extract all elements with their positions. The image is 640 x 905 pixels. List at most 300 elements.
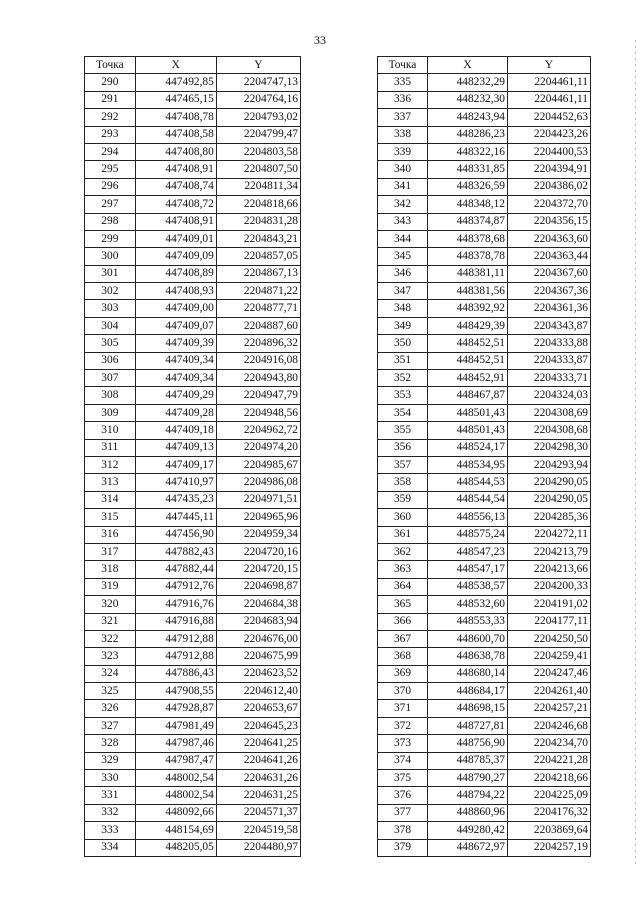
point-number-cell: 364 <box>378 578 428 595</box>
point-number-cell: 351 <box>378 352 428 369</box>
point-number-cell: 305 <box>85 335 136 352</box>
point-number-cell: 346 <box>378 265 428 282</box>
x-coordinate-cell: 448672,97 <box>428 839 508 856</box>
y-coordinate-cell: 2204896,32 <box>216 335 300 352</box>
table-row <box>378 335 591 352</box>
point-number-cell: 350 <box>378 335 428 352</box>
x-coordinate-cell: 448544,53 <box>428 474 508 491</box>
x-coordinate-cell: 447882,44 <box>135 561 216 578</box>
x-coordinate-cell: 447408,74 <box>135 178 216 195</box>
x-coordinate-cell: 448002,54 <box>135 770 216 787</box>
y-coordinate-cell: 2204363,60 <box>508 230 591 247</box>
point-number-cell: 291 <box>85 91 136 108</box>
y-coordinate-cell: 2204333,87 <box>508 352 591 369</box>
y-coordinate-cell: 2204213,66 <box>508 561 591 578</box>
y-coordinate-cell: 2204218,66 <box>508 770 591 787</box>
x-coordinate-cell: 448794,22 <box>428 787 508 804</box>
table-row <box>85 839 301 856</box>
point-number-cell: 322 <box>85 630 136 647</box>
table-row <box>85 387 301 404</box>
x-coordinate-cell: 447409,01 <box>135 230 216 247</box>
y-coordinate-cell: 2204363,44 <box>508 248 591 265</box>
y-coordinate-cell: 2204452,63 <box>508 109 591 126</box>
table-row <box>378 74 591 91</box>
point-number-cell: 374 <box>378 752 428 769</box>
x-coordinate-cell: 448392,92 <box>428 300 508 317</box>
x-coordinate-cell: 447408,93 <box>135 283 216 300</box>
table-row <box>85 613 301 630</box>
x-coordinate-cell: 447409,13 <box>135 439 216 456</box>
point-number-cell: 335 <box>378 74 428 91</box>
y-coordinate-cell: 2204290,05 <box>508 474 591 491</box>
point-number-cell: 304 <box>85 317 136 334</box>
table-row <box>378 213 591 230</box>
y-coordinate-cell: 2204290,05 <box>508 491 591 508</box>
table-header-row <box>378 57 591 74</box>
y-coordinate-cell: 2204645,23 <box>216 717 300 734</box>
table-row <box>378 596 591 613</box>
point-number-cell: 357 <box>378 456 428 473</box>
x-coordinate-cell: 448286,23 <box>428 126 508 143</box>
point-number-cell: 323 <box>85 648 136 665</box>
x-coordinate-cell: 448547,17 <box>428 561 508 578</box>
table-row <box>378 648 591 665</box>
table-row <box>378 422 591 439</box>
point-number-cell: 356 <box>378 439 428 456</box>
x-coordinate-cell: 447882,43 <box>135 543 216 560</box>
table-row <box>378 630 591 647</box>
y-coordinate-cell: 2204400,53 <box>508 143 591 160</box>
y-coordinate-cell: 2204361,36 <box>508 300 591 317</box>
table-row <box>85 752 301 769</box>
point-number-cell: 347 <box>378 283 428 300</box>
table-row <box>85 352 301 369</box>
x-coordinate-cell: 447492,85 <box>135 74 216 91</box>
table-row <box>378 804 591 821</box>
x-coordinate-cell: 447408,72 <box>135 196 216 213</box>
x-coordinate-cell: 448232,30 <box>428 91 508 108</box>
table-row <box>378 683 591 700</box>
x-coordinate-cell: 447409,39 <box>135 335 216 352</box>
point-number-cell: 336 <box>378 91 428 108</box>
point-number-cell: 303 <box>85 300 136 317</box>
point-number-cell: 307 <box>85 370 136 387</box>
y-coordinate-cell: 2204308,68 <box>508 422 591 439</box>
x-coordinate-cell: 448790,27 <box>428 770 508 787</box>
y-coordinate-cell: 2204857,05 <box>216 248 300 265</box>
x-coordinate-cell: 447409,18 <box>135 422 216 439</box>
x-coordinate-cell: 448680,14 <box>428 665 508 682</box>
point-number-cell: 294 <box>85 143 136 160</box>
table-row <box>378 126 591 143</box>
table-row <box>85 561 301 578</box>
point-number-cell: 328 <box>85 735 136 752</box>
table-row <box>85 700 301 717</box>
y-coordinate-cell: 2204720,15 <box>216 561 300 578</box>
table-row <box>85 543 301 560</box>
y-coordinate-cell: 2204246,68 <box>508 717 591 734</box>
x-coordinate-cell: 447408,91 <box>135 161 216 178</box>
x-coordinate-cell: 447435,23 <box>135 491 216 508</box>
table-row <box>85 370 301 387</box>
point-number-cell: 376 <box>378 787 428 804</box>
x-coordinate-cell: 447987,47 <box>135 752 216 769</box>
table-row <box>378 109 591 126</box>
table-row <box>378 578 591 595</box>
table-row <box>85 109 301 126</box>
y-coordinate-cell: 2204683,94 <box>216 613 300 630</box>
y-coordinate-cell: 2204386,02 <box>508 178 591 195</box>
y-coordinate-cell: 2204324,03 <box>508 387 591 404</box>
y-coordinate-cell: 2204793,02 <box>216 109 300 126</box>
point-number-cell: 368 <box>378 648 428 665</box>
x-coordinate-cell: 448452,51 <box>428 335 508 352</box>
x-coordinate-cell: 447886,43 <box>135 665 216 682</box>
table-row <box>378 491 591 508</box>
y-coordinate-cell: 2204684,38 <box>216 596 300 613</box>
x-coordinate-cell: 448556,13 <box>428 509 508 526</box>
y-coordinate-cell: 2204176,32 <box>508 804 591 821</box>
table-row <box>85 74 301 91</box>
table-row <box>378 352 591 369</box>
table-row <box>378 404 591 421</box>
x-coordinate-cell: 448331,85 <box>428 161 508 178</box>
y-coordinate-cell: 2204985,67 <box>216 456 300 473</box>
point-number-cell: 369 <box>378 665 428 682</box>
table-row <box>378 178 591 195</box>
table-row <box>85 230 301 247</box>
table-row <box>85 491 301 508</box>
y-coordinate-cell: 2204367,36 <box>508 283 591 300</box>
x-coordinate-cell: 448429,39 <box>428 317 508 334</box>
x-coordinate-cell: 448326,59 <box>428 178 508 195</box>
x-coordinate-cell: 447409,34 <box>135 352 216 369</box>
table-row <box>85 717 301 734</box>
y-coordinate-cell: 2204571,37 <box>216 804 300 821</box>
table-header-row <box>85 57 301 74</box>
x-coordinate-cell: 448092,66 <box>135 804 216 821</box>
point-number-cell: 302 <box>85 283 136 300</box>
x-coordinate-cell: 448727,81 <box>428 717 508 734</box>
table-row <box>85 335 301 352</box>
table-row <box>378 543 591 560</box>
x-coordinate-cell: 447908,55 <box>135 683 216 700</box>
table-row <box>85 509 301 526</box>
point-number-cell: 318 <box>85 561 136 578</box>
point-number-cell: 317 <box>85 543 136 560</box>
table-row <box>378 265 591 282</box>
x-coordinate-cell: 448381,56 <box>428 283 508 300</box>
point-number-cell: 321 <box>85 613 136 630</box>
y-coordinate-cell: 2204675,99 <box>216 648 300 665</box>
y-coordinate-cell: 2204372,70 <box>508 196 591 213</box>
point-number-cell: 358 <box>378 474 428 491</box>
table-row <box>85 404 301 421</box>
table-row <box>85 683 301 700</box>
point-number-cell: 362 <box>378 543 428 560</box>
table-row <box>378 770 591 787</box>
y-coordinate-cell: 2204641,26 <box>216 752 300 769</box>
y-coordinate-cell: 2203869,64 <box>508 822 591 839</box>
x-coordinate-cell: 448501,43 <box>428 404 508 421</box>
point-number-cell: 298 <box>85 213 136 230</box>
table-row <box>85 126 301 143</box>
y-coordinate-cell: 2204871,22 <box>216 283 300 300</box>
y-coordinate-cell: 2204843,21 <box>216 230 300 247</box>
x-coordinate-cell: 448501,43 <box>428 422 508 439</box>
x-coordinate-cell: 448575,24 <box>428 526 508 543</box>
table-row <box>378 456 591 473</box>
x-coordinate-cell: 447408,89 <box>135 265 216 282</box>
y-coordinate-cell: 2204177,11 <box>508 613 591 630</box>
point-number-cell: 310 <box>85 422 136 439</box>
table-row <box>85 91 301 108</box>
scan-edge-line <box>635 40 636 865</box>
table-row <box>378 300 591 317</box>
x-coordinate-cell: 448378,78 <box>428 248 508 265</box>
table-row <box>378 370 591 387</box>
point-number-cell: 379 <box>378 839 428 856</box>
x-coordinate-cell: 447912,88 <box>135 630 216 647</box>
point-number-cell: 330 <box>85 770 136 787</box>
x-coordinate-cell: 448232,29 <box>428 74 508 91</box>
x-coordinate-cell: 448638,78 <box>428 648 508 665</box>
y-coordinate-cell: 2204213,79 <box>508 543 591 560</box>
point-number-cell: 295 <box>85 161 136 178</box>
y-coordinate-cell: 2204343,87 <box>508 317 591 334</box>
point-number-cell: 342 <box>378 196 428 213</box>
y-coordinate-cell: 2204959,34 <box>216 526 300 543</box>
point-number-cell: 359 <box>378 491 428 508</box>
x-coordinate-cell: 448544,54 <box>428 491 508 508</box>
y-coordinate-cell: 2204943,80 <box>216 370 300 387</box>
point-number-cell: 312 <box>85 456 136 473</box>
point-number-cell: 297 <box>85 196 136 213</box>
x-coordinate-cell: 448243,94 <box>428 109 508 126</box>
point-number-cell: 337 <box>378 109 428 126</box>
x-coordinate-cell: 447408,58 <box>135 126 216 143</box>
point-number-cell: 333 <box>85 822 136 839</box>
point-number-cell: 375 <box>378 770 428 787</box>
y-coordinate-cell: 2204394,91 <box>508 161 591 178</box>
table-row <box>85 665 301 682</box>
table-row <box>85 770 301 787</box>
y-coordinate-cell: 2204974,20 <box>216 439 300 456</box>
table-row <box>85 822 301 839</box>
table-row <box>378 839 591 856</box>
point-number-cell: 352 <box>378 370 428 387</box>
x-coordinate-cell: 447408,80 <box>135 143 216 160</box>
table-row <box>378 735 591 752</box>
point-number-cell: 313 <box>85 474 136 491</box>
table-row <box>85 213 301 230</box>
table-row <box>85 178 301 195</box>
table-row <box>85 265 301 282</box>
table-row <box>85 596 301 613</box>
y-coordinate-cell: 2204877,71 <box>216 300 300 317</box>
x-coordinate-cell: 447409,17 <box>135 456 216 473</box>
x-coordinate-cell: 448534,95 <box>428 456 508 473</box>
y-coordinate-cell: 2204261,40 <box>508 683 591 700</box>
table-row <box>85 578 301 595</box>
y-coordinate-cell: 2204623,52 <box>216 665 300 682</box>
table-row <box>85 300 301 317</box>
table-row <box>378 613 591 630</box>
point-number-cell: 320 <box>85 596 136 613</box>
point-number-cell: 348 <box>378 300 428 317</box>
x-coordinate-cell: 447409,29 <box>135 387 216 404</box>
point-number-cell: 300 <box>85 248 136 265</box>
point-number-cell: 344 <box>378 230 428 247</box>
x-coordinate-cell: 448547,23 <box>428 543 508 560</box>
x-coordinate-cell: 448154,69 <box>135 822 216 839</box>
x-coordinate-cell: 448600,70 <box>428 630 508 647</box>
y-coordinate-cell: 2204720,16 <box>216 543 300 560</box>
y-coordinate-cell: 2204247,46 <box>508 665 591 682</box>
x-coordinate-cell: 447409,34 <box>135 370 216 387</box>
x-coordinate-cell: 448684,17 <box>428 683 508 700</box>
x-coordinate-cell: 448524,17 <box>428 439 508 456</box>
table-row <box>85 317 301 334</box>
x-coordinate-cell: 448378,68 <box>428 230 508 247</box>
header-point: Точка <box>85 57 136 74</box>
point-number-cell: 339 <box>378 143 428 160</box>
table-row <box>378 752 591 769</box>
x-coordinate-cell: 448467,87 <box>428 387 508 404</box>
table-row <box>85 474 301 491</box>
y-coordinate-cell: 2204641,25 <box>216 735 300 752</box>
y-coordinate-cell: 2204308,69 <box>508 404 591 421</box>
point-number-cell: 292 <box>85 109 136 126</box>
y-coordinate-cell: 2204257,19 <box>508 839 591 856</box>
table-row <box>378 161 591 178</box>
table-row <box>378 665 591 682</box>
y-coordinate-cell: 2204698,87 <box>216 578 300 595</box>
x-coordinate-cell: 447408,78 <box>135 109 216 126</box>
point-number-cell: 329 <box>85 752 136 769</box>
point-number-cell: 354 <box>378 404 428 421</box>
y-coordinate-cell: 2204631,26 <box>216 770 300 787</box>
header-x: X <box>135 57 216 74</box>
x-coordinate-cell: 447456,90 <box>135 526 216 543</box>
x-coordinate-cell: 448532,60 <box>428 596 508 613</box>
point-number-cell: 334 <box>85 839 136 856</box>
y-coordinate-cell: 2204986,08 <box>216 474 300 491</box>
x-coordinate-cell: 448553,33 <box>428 613 508 630</box>
table-row <box>85 248 301 265</box>
table-row <box>378 561 591 578</box>
y-coordinate-cell: 2204962,72 <box>216 422 300 439</box>
point-number-cell: 314 <box>85 491 136 508</box>
table-row <box>378 474 591 491</box>
x-coordinate-cell: 447409,07 <box>135 317 216 334</box>
point-number-cell: 338 <box>378 126 428 143</box>
x-coordinate-cell: 448452,91 <box>428 370 508 387</box>
table-row <box>378 717 591 734</box>
point-number-cell: 301 <box>85 265 136 282</box>
x-coordinate-cell: 447987,46 <box>135 735 216 752</box>
table-row <box>378 822 591 839</box>
coordinates-table-right <box>377 56 591 857</box>
y-coordinate-cell: 2204285,36 <box>508 509 591 526</box>
y-coordinate-cell: 2204971,51 <box>216 491 300 508</box>
table-row <box>378 283 591 300</box>
point-number-cell: 324 <box>85 665 136 682</box>
y-coordinate-cell: 2204867,13 <box>216 265 300 282</box>
y-coordinate-cell: 2204948,56 <box>216 404 300 421</box>
x-coordinate-cell: 448322,16 <box>428 143 508 160</box>
y-coordinate-cell: 2204225,09 <box>508 787 591 804</box>
point-number-cell: 365 <box>378 596 428 613</box>
x-coordinate-cell: 448452,51 <box>428 352 508 369</box>
header-y: Y <box>508 57 591 74</box>
point-number-cell: 340 <box>378 161 428 178</box>
y-coordinate-cell: 2204764,16 <box>216 91 300 108</box>
point-number-cell: 378 <box>378 822 428 839</box>
point-number-cell: 296 <box>85 178 136 195</box>
point-number-cell: 372 <box>378 717 428 734</box>
x-coordinate-cell: 447409,28 <box>135 404 216 421</box>
y-coordinate-cell: 2204807,50 <box>216 161 300 178</box>
table-row <box>378 700 591 717</box>
x-coordinate-cell: 447928,87 <box>135 700 216 717</box>
header-point: Точка <box>378 57 428 74</box>
y-coordinate-cell: 2204461,11 <box>508 74 591 91</box>
table-row <box>85 735 301 752</box>
y-coordinate-cell: 2204234,70 <box>508 735 591 752</box>
y-coordinate-cell: 2204799,47 <box>216 126 300 143</box>
table-row <box>378 230 591 247</box>
x-coordinate-cell: 448860,96 <box>428 804 508 821</box>
point-number-cell: 360 <box>378 509 428 526</box>
point-number-cell: 353 <box>378 387 428 404</box>
y-coordinate-cell: 2204831,28 <box>216 213 300 230</box>
x-coordinate-cell: 448785,37 <box>428 752 508 769</box>
point-number-cell: 343 <box>378 213 428 230</box>
point-number-cell: 377 <box>378 804 428 821</box>
y-coordinate-cell: 2204333,88 <box>508 335 591 352</box>
table-row <box>85 422 301 439</box>
x-coordinate-cell: 447916,76 <box>135 596 216 613</box>
table-row <box>378 91 591 108</box>
y-coordinate-cell: 2204653,67 <box>216 700 300 717</box>
y-coordinate-cell: 2204333,71 <box>508 370 591 387</box>
x-coordinate-cell: 448756,90 <box>428 735 508 752</box>
y-coordinate-cell: 2204423,26 <box>508 126 591 143</box>
table-row <box>85 161 301 178</box>
y-coordinate-cell: 2204191,02 <box>508 596 591 613</box>
point-number-cell: 299 <box>85 230 136 247</box>
y-coordinate-cell: 2204519,58 <box>216 822 300 839</box>
point-number-cell: 311 <box>85 439 136 456</box>
y-coordinate-cell: 2204916,08 <box>216 352 300 369</box>
x-coordinate-cell: 447445,11 <box>135 509 216 526</box>
x-coordinate-cell: 447410,97 <box>135 474 216 491</box>
point-number-cell: 363 <box>378 561 428 578</box>
y-coordinate-cell: 2204612,40 <box>216 683 300 700</box>
point-number-cell: 373 <box>378 735 428 752</box>
y-coordinate-cell: 2204818,66 <box>216 196 300 213</box>
table-row <box>378 439 591 456</box>
x-coordinate-cell: 447916,88 <box>135 613 216 630</box>
x-coordinate-cell: 447981,49 <box>135 717 216 734</box>
point-number-cell: 371 <box>378 700 428 717</box>
y-coordinate-cell: 2204200,33 <box>508 578 591 595</box>
point-number-cell: 315 <box>85 509 136 526</box>
table-row <box>85 630 301 647</box>
point-number-cell: 332 <box>85 804 136 821</box>
x-coordinate-cell: 448002,54 <box>135 787 216 804</box>
